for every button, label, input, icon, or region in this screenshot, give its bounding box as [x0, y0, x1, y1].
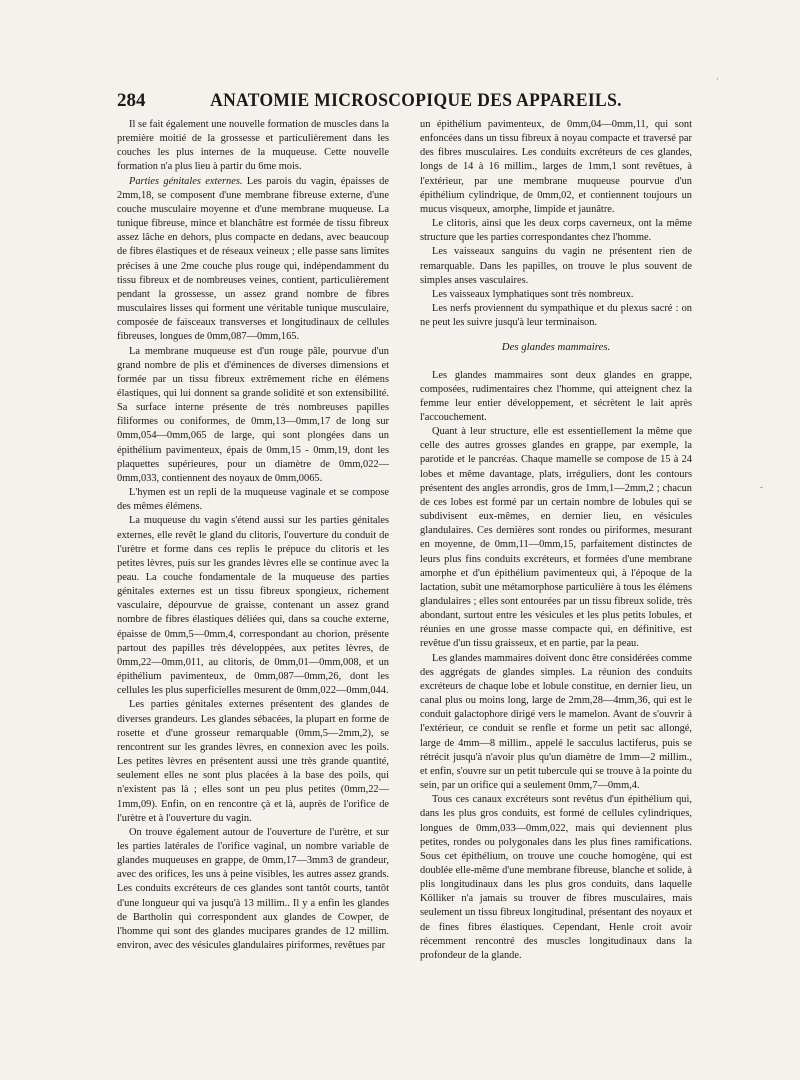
body-paragraph: [117, 486, 389, 514]
body-paragraph: [420, 425, 692, 652]
body-paragraph: [420, 217, 692, 245]
body-paragraph: [117, 345, 389, 487]
paragraph-text: On trouve également autour de l'ouverture de l'urètre, et sur les parties latérales de l'orifice vaginal, un nombre variable de glandes muqueuses en grappe, de 0mm,17—3mm3 de grandeur, avec des orifices, les uns à peine visibles, les autres assez grands. Les conduits excréteurs de ces glandes sont tantôt courts, tantôt d'une longueur qui va jusqu'à 13 millim.. Il y a enfin les glandes de Bartholin qui correspondent aux glandes de Cowper, de l'homme qui sont des glandes mucipares grandes de 12 millim. environ, avec des vésicules glandulaires piriformes, revêtues par: [117, 826, 389, 952]
paragraph-text: Les nerfs proviennent du sympathique et du plexus sacré : on ne peut les suivre jusqu'à leur terminaison.: [420, 303, 692, 329]
body-paragraph: [117, 826, 389, 953]
paragraph-text: Le clitoris, ainsi que les deux corps caverneux, ont la même structure que les parties correspondantes chez l'homme.: [420, 218, 692, 244]
page-number: 284: [117, 90, 146, 111]
paragraph-text: La membrane muqueuse est d'un rouge pâle, pourvue d'un grand nombre de plis et d'éminences de diverses dimensions et formée par un tissu fibreux extrêmement riche en élémens élastiques, qui lui donnent sa grande solidité et son extensibilité. Sa surface interne présente de très nombreuses papilles filiformes ou coniformes, de 0mm,13—0mm,17 de long sur 0mm,054—0mm,065 de large, qui sont plongées dans un épithélium pavimenteux, épais de 0mm,15 - 0mm,19, dont les plaquettes supérieures, pour un diamètre de 0mm,022—0mm,033, contiennent des noyaux de 0mm,0065.: [117, 345, 389, 484]
paragraph-text: Les vaisseaux lymphatiques sont très nombreux.: [432, 288, 634, 300]
paragraph-text: Les parois du vagin, épaisses de 2mm,18, se composent d'une membrane fibreuse externe, d'une couche musculaire moyenne et d'une membrane muqueuse. La tunique fibreuse, mince et blanchâtre est formée de tissu fibreux assez lâche en dehors, plus compacte en dedans, avec beaucoup de fibres élastiques et de réseaux veineux ; elle passe sans limites précises à une 2me couche plus rouge qui, indépendamment du tissu fibreux et de nombreuses veines, contient, particulièrement pendant la grossesse, un assez grand nombre de fibres musculaires lisses qui forment une véritable tunique musculaire, composée de faisceaux transverses et longitudinaux de cellules fibreuses, longues de 0mm,087—0mm,165.: [117, 175, 389, 343]
left-column: [117, 118, 389, 1078]
paragraph-text: L'hymen est un repli de la muqueuse vaginale et se compose des mêmes élémens.: [117, 487, 389, 513]
body-paragraph: [420, 245, 692, 287]
paragraph-lead: Parties génitales externes.: [129, 175, 243, 187]
body-paragraph: [117, 698, 389, 825]
paragraph-text: un épithélium pavimenteux, de 0mm,04—0mm,11, qui sont enfoncées dans un tissu fibreux à noyau compacte et traversé par des fibres musculaires. Les conduits excréteurs de ces glandes, longs de 14 à 16 millim., larges de 1mm,1 sont revêtues, à l'extérieur, par une membrane muqueuse pourvue d'un épithélium cylindrique, de 0mm,02, et contiennent toujours un mucus visqueux, amorphe, limpide et jaunâtre.: [420, 119, 692, 215]
body-paragraph: [420, 369, 692, 426]
paragraph-text: Tous ces canaux excréteurs sont revêtus d'un épithélium qui, dans les plus gros conduits, est formé de cellules cylindriques, longues de 0mm,033—0mm,022, mais qui deviennent plus petites, rondes ou polygonales dans les plus fines ramifications. Sous cet épithélium, on trouve une couche homogène, qui est doublée elle-même d'une membrane fibreuse, blanche et solide, à plis longitudinaux dans les plus gros conduits, dans laquelle Kölliker n'a jamais su trouver de fibres musculaires, mais seulement un tissu fibreux longitudinal, présentant des noyaux et de fines fibres élastiques. Cependant, Henle croit avoir récemment rencontré des muscles longitudinaux dans la profondeur de la glande.: [420, 794, 692, 961]
paragraph-text: Quant à leur structure, elle est essentiellement la même que celle des autres grosses glandes en grappe, par exemple, la parotide et le pancréas. Chaque mamelle se compose de 15 à 24 lobes et même davantage, plats, irréguliers, dont les contours présentent des angles arrondis, gros de 1mm,1—2mm,2 ; chacun de ces lobes est formé par un certain nombre de lobules qui se subdivisent eux-mêmes, en dernier lieu, en vésicules glandulaires. Ces dernières sont rondes ou piriformes, mesurant en moyenne, de 0mm,11—0mm,15, parfaitement distinctes de leurs plus fins conduits excréteurs, et formées d'une membrane amorphe et d'un épithélium pavimenteux qui, à l'époque de la lactation, subit une métamorphose particulière à tous les élémens glandulaires ; elles sont entourées par un tissu fibreux solide, très abondant, surtout entre les vésicules et les plus petits lobules, et réunies en une grosse masse compacte qui, en définitive, est revêtue d'un tissu graisseux, et en partie, par la peau.: [420, 426, 692, 650]
body-paragraph: [420, 302, 692, 330]
paragraph-text: Les parties génitales externes présentent des glandes de diverses grandeurs. Les glandes sébacées, la plupart en forme de rosette et d'une grosseur remarquable (0mm,5—2mm,2), se rencontrent sur les grandes lèvres, en connexion avec les poils. Les petites lèvres en présentent aussi une très grande quantité, seulement elles ne sont plus placées à la base des poils, qui n'existent pas là ; elles sont un peu plus petites (0mm,22—1mm,09). Enfin, on en rencontre çà et là, auprès de l'orifice de l'urètre et à l'ouverture du vagin.: [117, 699, 389, 824]
page-speck: -: [760, 483, 764, 493]
body-paragraph: [117, 514, 389, 698]
body-paragraph: [420, 118, 692, 217]
paragraph-text: Les glandes mammaires doivent donc être considérées comme des aggrégats de glandes simples. La réunion des conduits excréteurs de chaque lobe et lobule constitue, en dernier lieu, un canal plus ou moins long, large de 2mm,28—4mm,36, qui est le conduit galactophore dirigé vers le mamelon. Avant de s'ouvrir à l'extérieur, ce conduit se renfle et forme un petit sac allongé, large de 4mm—8 millim., appelé le sacculus lactiferus, puis se rétrécit jusqu'à n'avoir plus qu'un diamètre de 1mm—2 millim., et enfin, s'ouvre sur un petit tubercule qui se trouve à la pointe du sein, par un orifice qui a seulement 0mm,7—0mm,4.: [420, 652, 692, 792]
page-speck: ·: [716, 75, 719, 85]
body-paragraph: [420, 288, 692, 302]
paragraph-text: Les glandes mammaires sont deux glandes en grappe, composées, rudimentaires chez l'homme, qui atteignent chez la femme leur entier développement, et sécrètent le lait après l'accouchement.: [420, 369, 692, 423]
section-heading: Des glandes mammaires.: [501, 341, 611, 354]
running-title: ANATOMIE MICROSCOPIQUE DES APPAREILS.: [210, 90, 622, 111]
body-paragraph: [117, 118, 389, 175]
body-paragraph: [117, 175, 389, 345]
paragraph-text: Les vaisseaux sanguins du vagin ne présentent rien de remarquable. Dans les papilles, on trouve le plus souvent de simples anses vasculaires.: [420, 246, 692, 286]
paragraph-text: La muqueuse du vagin s'étend aussi sur les parties génitales externes, elle revêt le gland du clitoris, l'ouverture du conduit de l'urètre et forme dans ces replis le prépuce du clitoris et les petites lèvres, puis sur les grandes lèvres elle se continue avec la peau. La couche fondamentale de la muqueuse des parties génitales externes est un tissu fibreux spongieux, richement vasculaire, dépourvue de graisse, contenant un assez grand nombre de fibres élastiques déliées qui, dans sa couche externe, épaisse de 0mm,5—0mm,4, correspondant au chorion, présente partout des papilles très développées, aux petites lèvres, de 0mm,22—0mm,011, au clitoris, de 0mm,01—0mm,008, et un épithélium pavimenteux, de 0mm,087—0mm,26, dont les cellules les plus superficielles mesurent de 0mm,022—0mm,044.: [117, 515, 389, 697]
paragraph-text: Il se fait également une nouvelle formation de muscles dans la première moitié de la grossesse et particulièrement dans les couches les plus internes de la muqueuse. Cette nouvelle formation n'a plus lieu à partir du 6me mois.: [117, 119, 389, 173]
right-column: [420, 118, 692, 1078]
body-paragraph: [420, 793, 692, 963]
body-paragraph: [420, 652, 692, 794]
page-header: [117, 90, 679, 114]
